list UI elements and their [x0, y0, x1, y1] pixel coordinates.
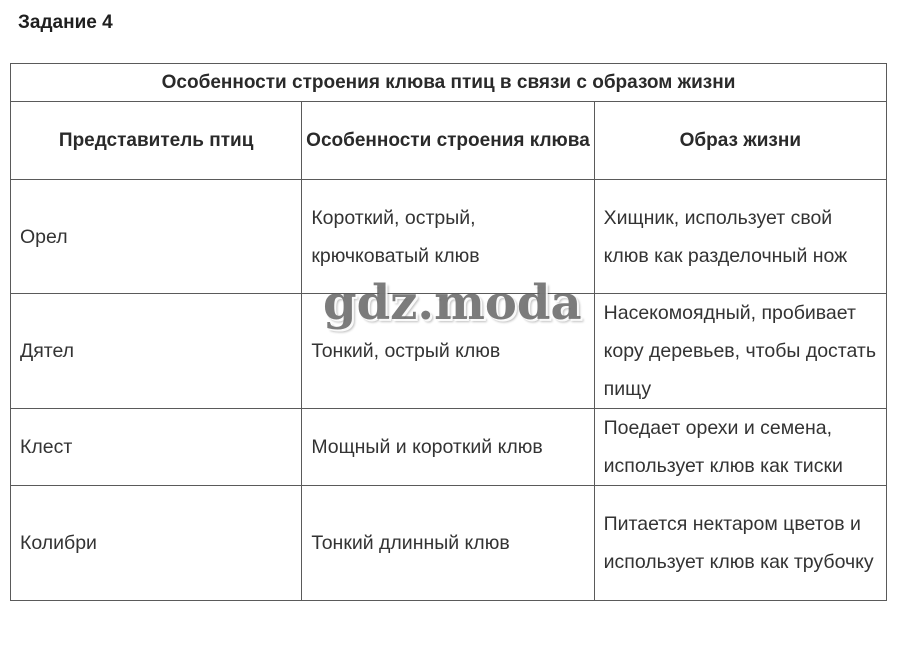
table-row: [11, 180, 887, 294]
table-header-row: [11, 102, 887, 180]
cell-bird: Клест: [11, 409, 302, 486]
header-bird: Представитель птиц: [11, 102, 302, 180]
header-lifestyle: Образ жизни: [594, 102, 886, 180]
cell-beak: Короткий, острый, крючковатый клюв: [302, 180, 594, 294]
header-beak: Особенности строения клюва: [302, 102, 594, 180]
cell-lifestyle: Питается нектаром цветов и использует клюв как трубочку: [594, 486, 886, 601]
cell-beak: Мощный и короткий клюв: [302, 409, 594, 486]
cell-beak: Тонкий, острый клюв: [302, 294, 594, 409]
table-caption: Особенности строения клюва птиц в связи с образом жизни: [11, 64, 887, 102]
cell-lifestyle: Хищник, использует свой клюв как разделочный нож: [594, 180, 886, 294]
watermark-logo: gdz.moda: [323, 275, 582, 331]
table-row: [11, 486, 887, 601]
cell-beak: Тонкий длинный клюв: [302, 486, 594, 601]
cell-bird: Колибри: [11, 486, 302, 601]
cell-lifestyle: Поедает орехи и семена, использует клюв как тиски: [594, 409, 886, 486]
cell-bird: Орел: [11, 180, 302, 294]
cell-lifestyle: Насекомоядный, пробивает кору деревьев, чтобы достать пищу: [594, 294, 886, 409]
table-row: [11, 409, 887, 486]
table-row: [11, 294, 887, 409]
cell-bird: Дятел: [11, 294, 302, 409]
bird-beak-table: [10, 63, 887, 601]
task-title: Задание 4: [18, 12, 113, 33]
table-caption-row: [11, 64, 887, 102]
